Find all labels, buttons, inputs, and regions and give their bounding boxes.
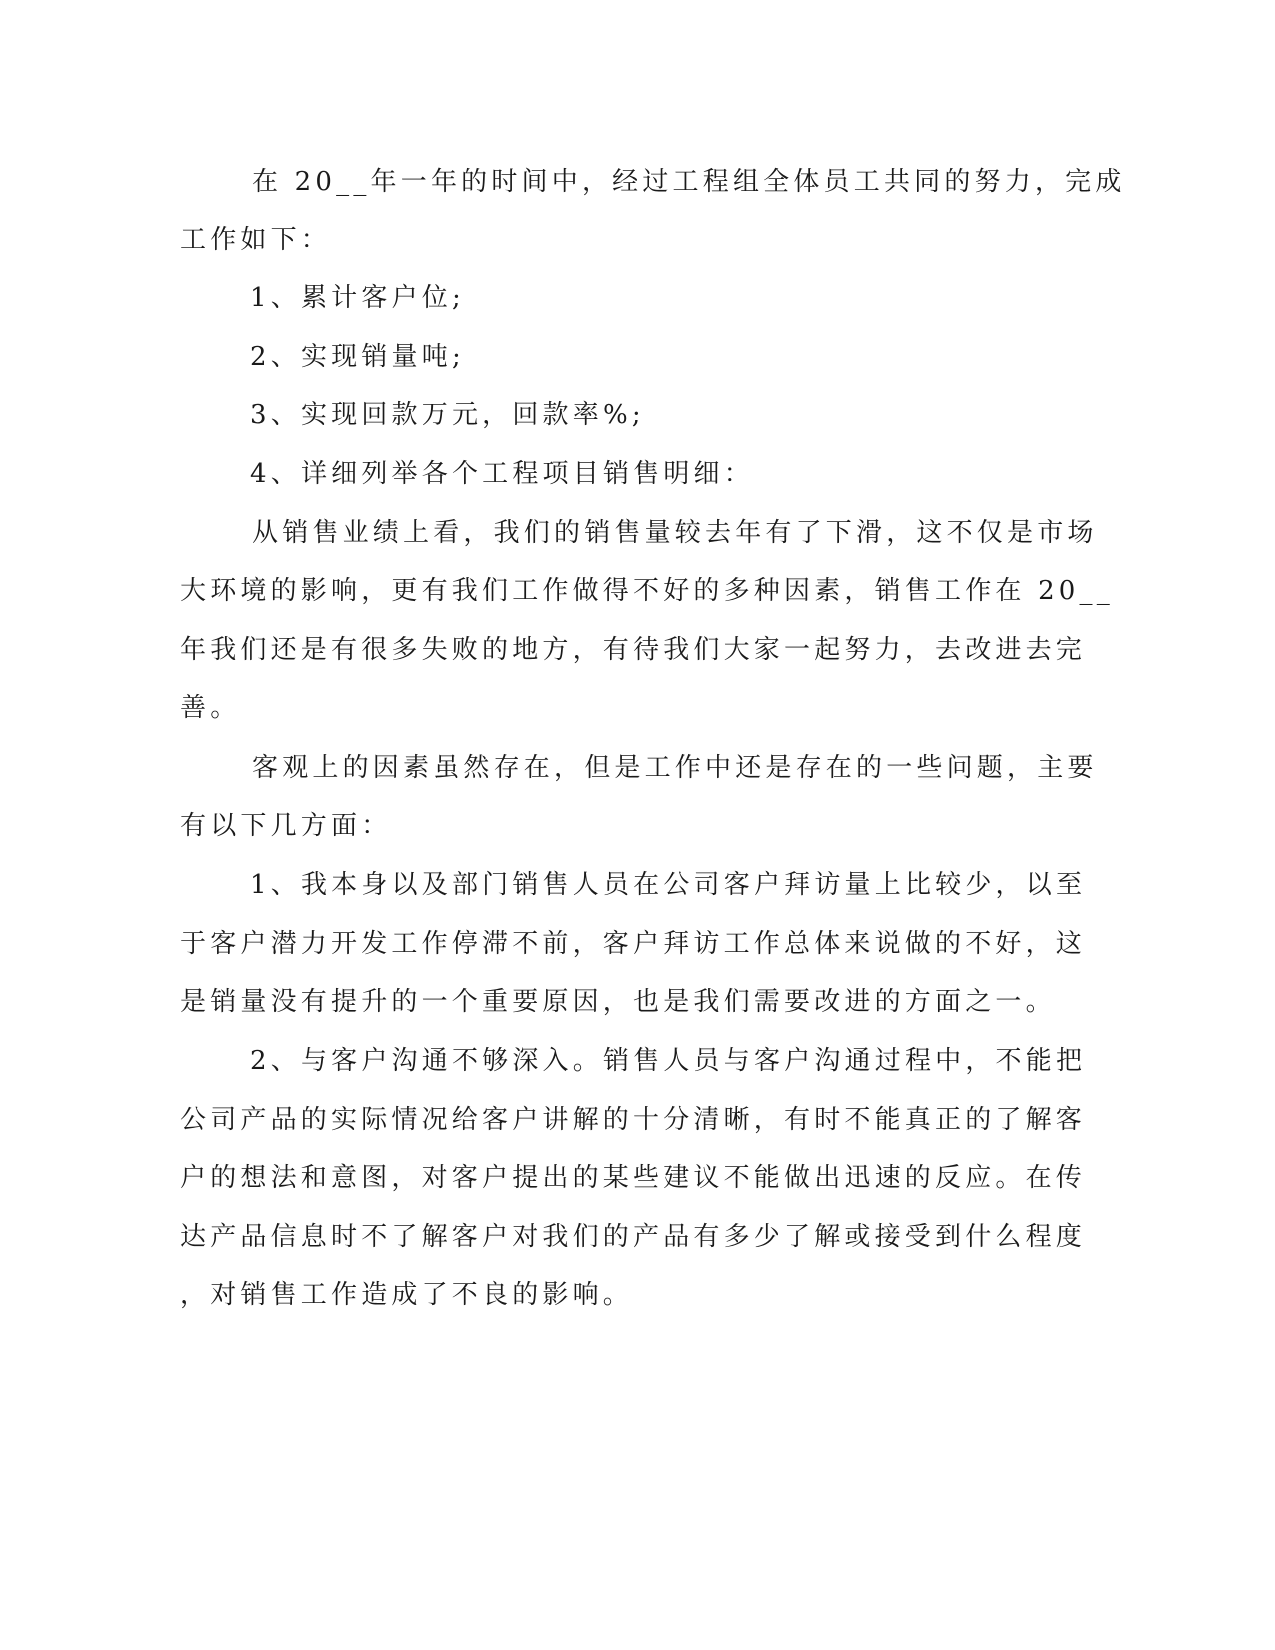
paragraph-line: 大环境的影响，更有我们工作做得不好的多种因素，销售工作在 20__ — [180, 576, 1114, 606]
paragraph-line: 公司产品的实际情况给客户讲解的十分清晰，有时不能真正的了解客 — [180, 1105, 1087, 1135]
paragraph-line: 是销量没有提升的一个重要原因，也是我们需要改进的方面之一。 — [180, 987, 1056, 1017]
paragraph-line: ，对销售工作造成了不良的影响。 — [180, 1280, 634, 1310]
paragraph-line: 工作如下： — [180, 225, 332, 255]
paragraph-line: 有以下几方面： — [180, 811, 392, 841]
paragraph-line: 从销售业绩上看，我们的销售量较去年有了下滑，这不仅是市场 — [252, 518, 1098, 548]
paragraph-line: 善。 — [180, 693, 241, 723]
paragraph-line: 1、我本身以及部门销售人员在公司客户拜访量上比较少，以至 — [250, 870, 1087, 900]
paragraph-line: 户的想法和意图，对客户提出的某些建议不能做出迅速的反应。在传 — [180, 1163, 1087, 1193]
list-item: 1、累计客户位; — [250, 283, 465, 313]
list-item: 2、实现销量吨; — [250, 342, 465, 372]
paragraph-line: 年我们还是有很多失败的地方，有待我们大家一起努力，去改进去完 — [180, 635, 1087, 665]
paragraph-line: 在 20__年一年的时间中，经过工程组全体员工共同的努力，完成 — [252, 167, 1126, 197]
list-item: 4、详细列举各个工程项目销售明细： — [250, 459, 754, 489]
paragraph-line: 于客户潜力开发工作停滞不前，客户拜访工作总体来说做的不好，这 — [180, 929, 1087, 959]
paragraph-line: 达产品信息时不了解客户对我们的产品有多少了解或接受到什么程度 — [180, 1222, 1087, 1252]
paragraph-line: 客观上的因素虽然存在，但是工作中还是存在的一些问题，主要 — [252, 753, 1098, 783]
list-item: 3、实现回款万元，回款率%; — [250, 400, 645, 430]
paragraph-line: 2、与客户沟通不够深入。销售人员与客户沟通过程中，不能把 — [250, 1046, 1087, 1076]
